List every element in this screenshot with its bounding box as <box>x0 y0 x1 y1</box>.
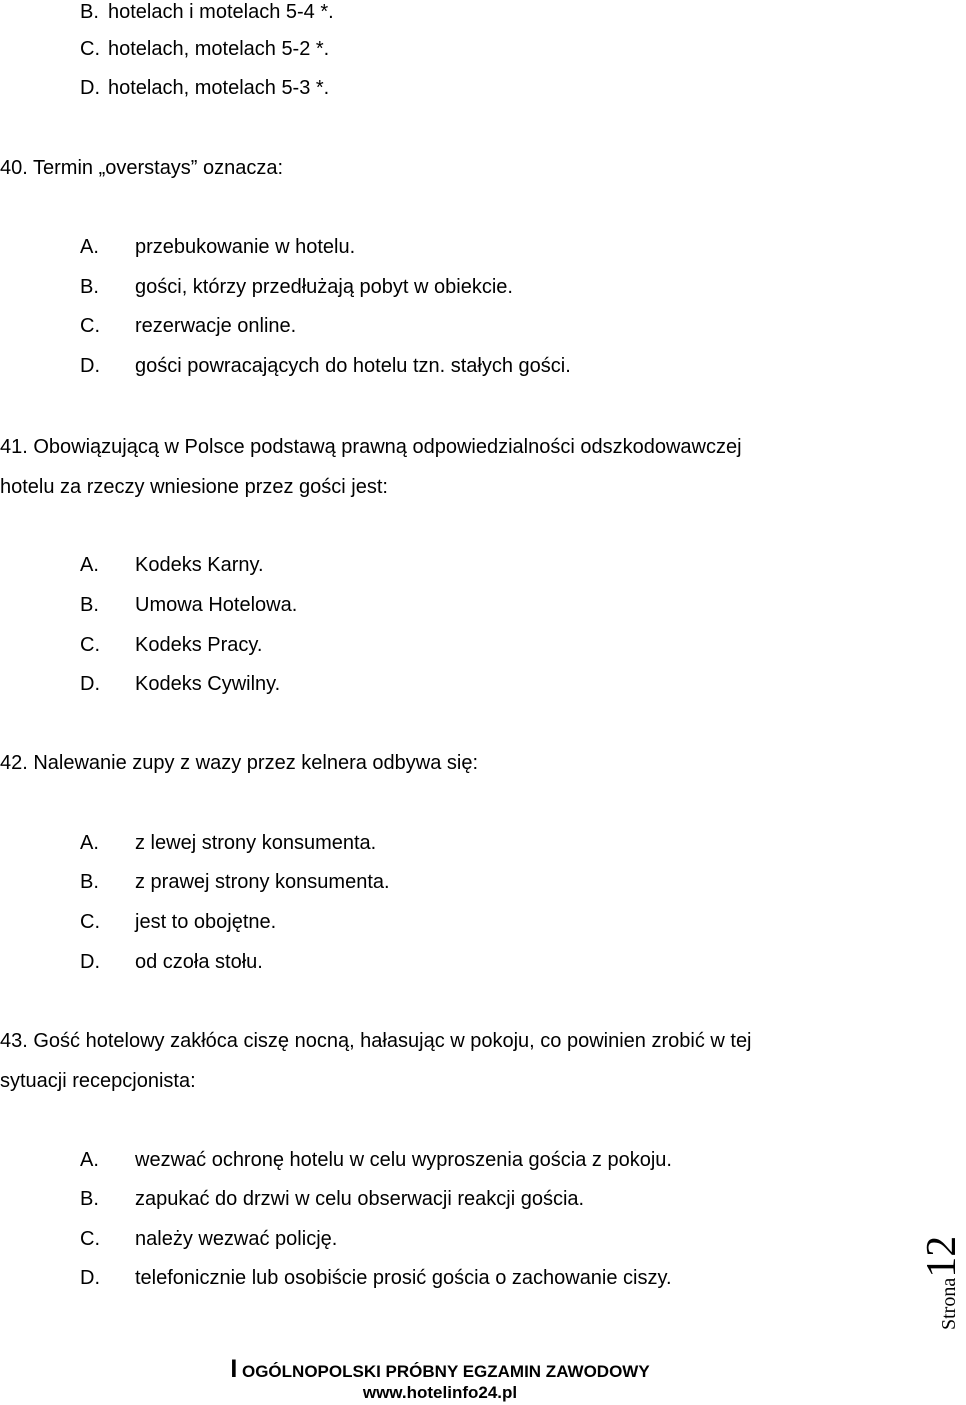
option-text: przebukowanie w hotelu. <box>135 236 356 258</box>
option-letter: B. <box>80 871 99 893</box>
option-letter: B. <box>80 276 99 298</box>
option-text: zapukać do drzwi w celu obserwacji reakcji gościa. <box>135 1188 585 1210</box>
question-41-line1: 41. Obowiązującą w Polsce podstawą prawną odpowiedzialności odszkodowawczej <box>0 436 742 458</box>
option-text: z lewej strony konsumenta. <box>135 832 377 854</box>
question-42: 42. Nalewanie zupy z wazy przez kelnera odbywa się: <box>0 752 479 774</box>
option-letter: C. <box>80 634 100 656</box>
option-letter: C. <box>80 911 100 933</box>
option-text: Kodeks Pracy. <box>135 634 263 656</box>
option-text: hotelach i motelach 5-4 *. <box>108 1 334 23</box>
option-text: hotelach, motelach 5-3 *. <box>108 77 330 99</box>
option-letter: C. <box>80 315 100 337</box>
option-letter: B. <box>80 1188 99 1210</box>
question-43-line2: sytuacji recepcjonista: <box>0 1070 196 1092</box>
option-text: od czoła stołu. <box>135 951 263 973</box>
footer-title-rest: OGÓLNOPOLSKI PRÓBNY EGZAMIN ZAWODOWY <box>237 1362 650 1381</box>
option-text: wezwać ochronę hotelu w celu wyproszenia gościa z pokoju. <box>135 1149 672 1171</box>
option-letter: D. <box>80 1267 100 1289</box>
option-text: gości powracających do hotelu tzn. stałych gości. <box>135 355 571 377</box>
option-text: z prawej strony konsumenta. <box>135 871 390 893</box>
option-text: należy wezwać policję. <box>135 1228 338 1250</box>
footer-title-first: I <box>230 1355 238 1383</box>
option-letter: D. <box>80 355 100 377</box>
option-letter: A. <box>80 1149 99 1171</box>
option-text: hotelach, motelach 5-2 *. <box>108 38 330 60</box>
option-letter: C. <box>80 1228 100 1250</box>
option-text: Kodeks Karny. <box>135 554 264 576</box>
option-letter: B. <box>80 594 99 616</box>
footer-title <box>0 1355 880 1383</box>
option-letter: A. <box>80 832 99 854</box>
option-letter: D. <box>80 673 100 695</box>
option-letter: C. <box>80 38 100 60</box>
footer-url: www.hotelinfo24.pl <box>362 1383 518 1402</box>
page-number-label: Strona <box>938 1277 960 1330</box>
option-text: Umowa Hotelowa. <box>135 594 298 616</box>
option-letter: A. <box>80 554 99 576</box>
page-number <box>918 1236 966 1330</box>
question-41-line2: hotelu za rzeczy wniesione przez gości jest: <box>0 476 388 498</box>
option-text: gości, którzy przedłużają pobyt w obiekcie. <box>135 276 513 298</box>
question-40: 40. Termin „overstays” oznacza: <box>0 157 284 179</box>
option-letter: A. <box>80 236 99 258</box>
option-letter: D. <box>80 951 100 973</box>
question-43-line1: 43. Gość hotelowy zakłóca ciszę nocną, hałasując w pokoju, co powinien zrobić w tej <box>0 1030 752 1052</box>
option-text: telefonicznie lub osobiście prosić gościa o zachowanie ciszy. <box>135 1267 672 1289</box>
option-text: jest to obojętne. <box>135 911 277 933</box>
option-letter: B. <box>80 1 99 23</box>
option-letter: D. <box>80 77 100 99</box>
page-number-value: 12 <box>919 1235 965 1278</box>
option-text: Kodeks Cywilny. <box>135 673 281 695</box>
option-text: rezerwacje online. <box>135 315 297 337</box>
